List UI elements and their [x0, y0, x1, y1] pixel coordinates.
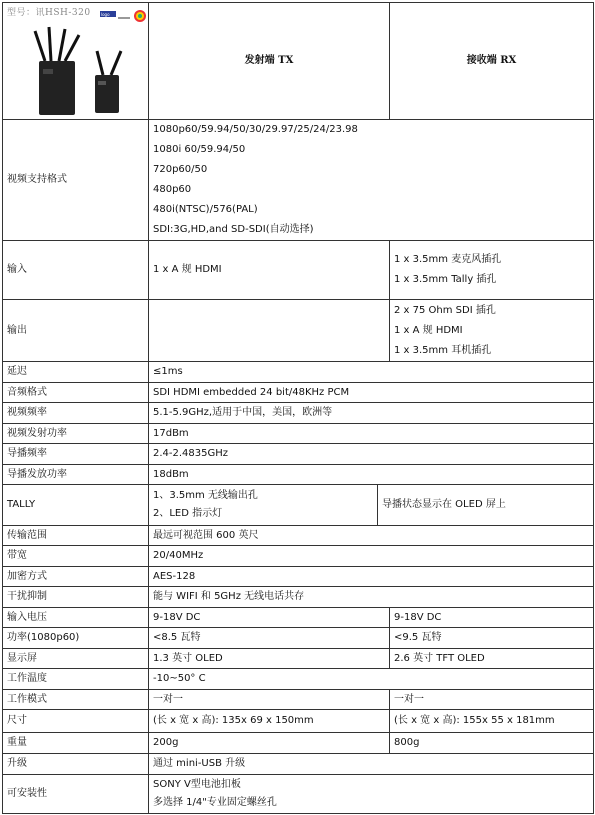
label-input: 输入: [3, 241, 149, 300]
label-mount: 可安装性: [3, 775, 149, 814]
label-temperature: 工作温度: [3, 669, 149, 690]
label-freq: 视频频率: [3, 403, 149, 424]
voltage-tx: 9-18V DC: [149, 608, 390, 628]
format-line: 1080p60/59.94/50/30/29.97/25/24/23.98: [153, 124, 358, 135]
display-tx: 1.3 英寸 OLED: [149, 649, 390, 669]
row-range: [3, 526, 594, 546]
label-bandwidth: 带宽: [3, 546, 149, 567]
row-interference: [3, 587, 594, 608]
value-audio: SDI HDMI embedded 24 bit/48KHz PCM: [149, 383, 594, 403]
input-rx-line: 1 x 3.5mm Tally 插孔: [394, 274, 497, 285]
consumption-tx: <8.5 瓦特: [149, 628, 390, 649]
voltage-rx: 9-18V DC: [390, 608, 594, 628]
label-latency: 延迟: [3, 362, 149, 383]
company-logo-icon: [100, 8, 148, 24]
label-size: 尺寸: [3, 710, 149, 733]
format-line: 480i(NTSC)/576(PAL): [153, 204, 258, 215]
svg-text:logo: logo: [101, 12, 110, 17]
row-output: [3, 300, 594, 362]
label-display: 显示屏: [3, 649, 149, 669]
tally-tx-line: 2、LED 指示灯: [153, 508, 223, 519]
weight-tx: 200g: [149, 733, 390, 754]
mount-line: 多选择 1/4"专业固定螺丝孔: [153, 797, 277, 808]
label-upgrade: 升级: [3, 754, 149, 775]
row-temperature: [3, 669, 594, 690]
input-rx: [390, 241, 594, 300]
value-upgrade: 通过 mini-USB 升级: [149, 754, 594, 775]
row-power-tx: [3, 424, 594, 444]
label-guide-freq: 导播频率: [3, 444, 149, 465]
row-audio: [3, 383, 594, 403]
value-freq: 5.1-5.9GHz,适用于中国，美国，欧洲等: [149, 403, 594, 424]
mode-rx: 一对一: [390, 690, 594, 710]
consumption-rx: <9.5 瓦特: [390, 628, 594, 649]
input-rx-line: 1 x 3.5mm 麦克风插孔: [394, 254, 502, 265]
row-bandwidth: [3, 546, 594, 567]
value-bandwidth: 20/40MHz: [149, 546, 594, 567]
value-guide-freq: 2.4-2.4835GHz: [149, 444, 594, 465]
row-formats: [3, 120, 594, 241]
value-latency: ≤1ms: [149, 362, 594, 383]
value-mount: [149, 775, 594, 814]
label-audio: 音频格式: [3, 383, 149, 403]
value-temperature: -10~50° C: [149, 669, 594, 690]
tx-title: 发射端 TX: [149, 3, 390, 120]
label-consumption: 功率(1080p60): [3, 628, 149, 649]
format-line: 1080i 60/59.94/50: [153, 144, 246, 155]
label-encryption: 加密方式: [3, 567, 149, 587]
value-guide-power: 18dBm: [149, 465, 594, 485]
output-rx-line: 1 x 3.5mm 耳机插孔: [394, 344, 492, 356]
row-weight: [3, 733, 594, 754]
format-line: 480p60: [153, 184, 192, 195]
tally-tx: [149, 485, 378, 526]
display-rx: 2.6 英寸 TFT OLED: [390, 649, 594, 669]
row-encryption: [3, 567, 594, 587]
row-consumption: [3, 628, 594, 649]
product-image-cell: [3, 3, 149, 120]
format-line: 720p60/50: [153, 164, 208, 175]
label-tally: TALLY: [3, 485, 149, 526]
value-interference: 能与 WIFI 和 5GHz 无线电话共存: [149, 587, 594, 608]
row-freq: [3, 403, 594, 424]
label-weight: 重量: [3, 733, 149, 754]
label-mode: 工作模式: [3, 690, 149, 710]
value-encryption: AES-128: [149, 567, 594, 587]
row-display: [3, 649, 594, 669]
label-power-tx: 视频发射功率: [3, 424, 149, 444]
size-rx: (长 x 宽 x 高): 155x 55 x 181mm: [390, 710, 594, 733]
output-tx: [149, 300, 390, 362]
rx-title: 接收端 RX: [390, 3, 594, 120]
spec-table: [2, 2, 594, 814]
row-tally: [3, 485, 594, 526]
input-tx: 1 x A 规 HDMI: [149, 241, 390, 300]
output-rx: [390, 300, 594, 362]
row-latency: [3, 362, 594, 383]
label-range: 传输范围: [3, 526, 149, 546]
label-guide-power: 导播发放功率: [3, 465, 149, 485]
format-line: SDI:3G,HD,and SD-SDI(自动选择): [153, 224, 314, 235]
row-input: [3, 241, 594, 300]
label-output: 输出: [3, 300, 149, 362]
mount-line: SONY V型电池扣板: [153, 779, 241, 790]
mode-tx: 一对一: [149, 690, 390, 710]
row-upgrade: [3, 754, 594, 775]
row-voltage: [3, 608, 594, 628]
value-power-tx: 17dBm: [149, 424, 594, 444]
row-guide-power: [3, 465, 594, 485]
row-mount: [3, 775, 594, 814]
label-formats: 视频支持格式: [3, 120, 149, 241]
row-guide-freq: [3, 444, 594, 465]
size-tx: (长 x 宽 x 高): 135x 69 x 150mm: [149, 710, 390, 733]
label-voltage: 输入电压: [3, 608, 149, 628]
transmitter-receiver-device-image: [31, 25, 141, 117]
output-rx-line: 2 x 75 Ohm SDI 插孔: [394, 304, 496, 316]
value-formats: [149, 120, 594, 241]
header-row: [3, 3, 594, 120]
row-mode: [3, 690, 594, 710]
row-size: [3, 710, 594, 733]
tally-rx: 导播状态显示在 OLED 屏上: [378, 485, 594, 526]
label-interference: 干扰抑制: [3, 587, 149, 608]
weight-rx: 800g: [390, 733, 594, 754]
output-rx-line: 1 x A 规 HDMI: [394, 324, 463, 336]
value-range: 最远可视范围 600 英尺: [149, 526, 594, 546]
tally-tx-line: 1、3.5mm 无线输出孔: [153, 490, 258, 501]
model-label: 型号：讯HSH-320: [7, 8, 91, 18]
